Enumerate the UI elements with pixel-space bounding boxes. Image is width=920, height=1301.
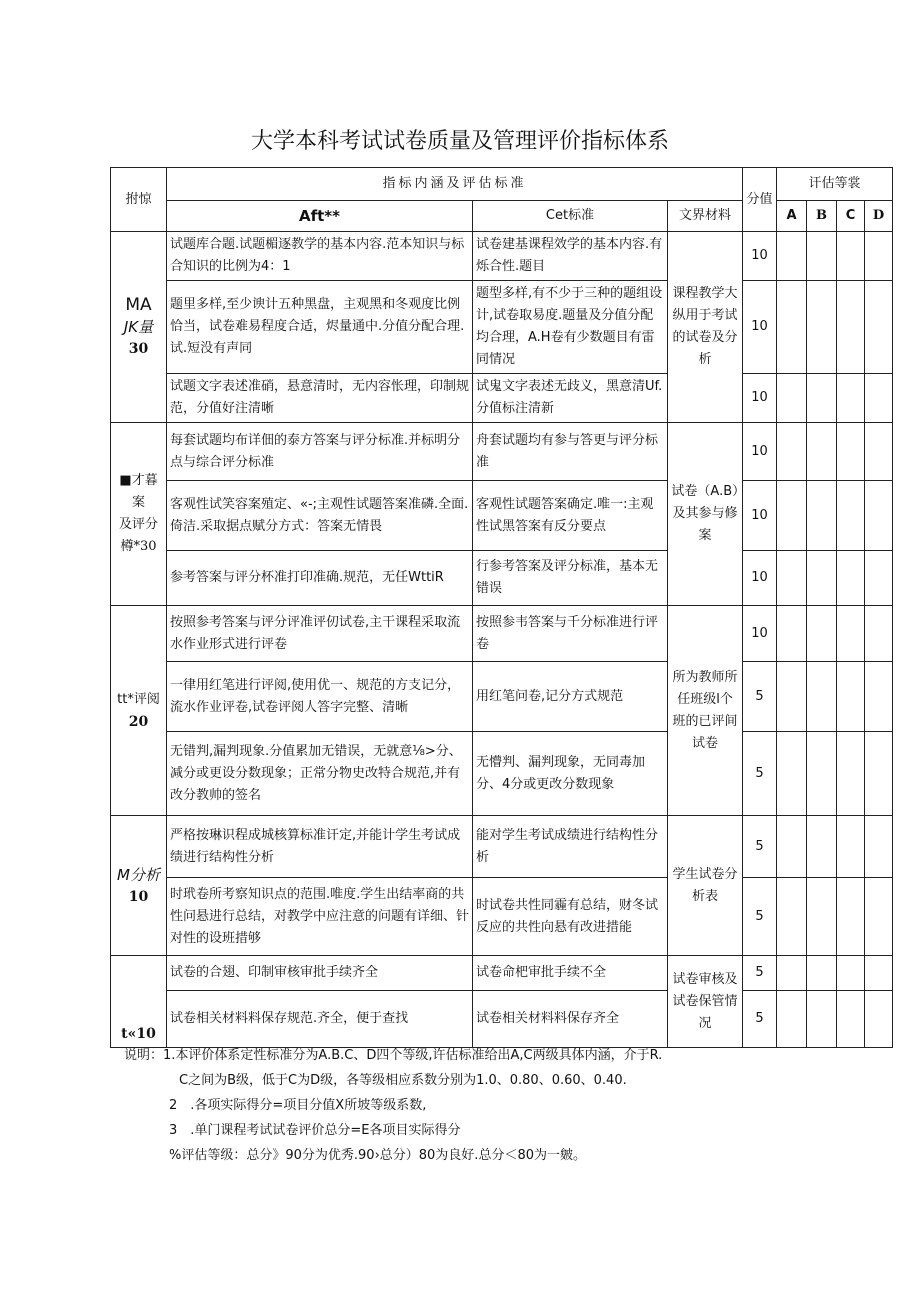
c-standard-cell: 无懵判、漏判现象，无同毒加分、4分或更改分数现象: [473, 732, 668, 816]
score-cell: 10: [743, 606, 777, 662]
grade-d-cell[interactable]: [865, 956, 893, 991]
grade-d-cell[interactable]: [865, 551, 893, 606]
header-indicator: 拊惊: [111, 168, 167, 232]
score-cell: 5: [743, 816, 777, 878]
grade-b-cell[interactable]: [807, 732, 837, 816]
grade-d-cell[interactable]: [865, 281, 893, 374]
material-cell: 所为教师所任班级l个班的已评间试卷: [668, 606, 743, 816]
score-cell: 10: [743, 551, 777, 606]
a-standard-cell: 试题库合题.试题楣逐教学的基本内容.范本知识与标合知识的比例为4：1: [167, 232, 473, 281]
score-cell: 5: [743, 991, 777, 1048]
grade-c-cell[interactable]: [837, 374, 865, 423]
grade-b-cell[interactable]: [807, 481, 837, 551]
grade-a-cell[interactable]: [777, 481, 807, 551]
grade-c-cell[interactable]: [837, 606, 865, 662]
grade-d-cell[interactable]: [865, 374, 893, 423]
table-row: [111, 878, 893, 956]
material-cell: 试卷审核及试卷保管情况: [668, 956, 743, 1048]
grade-d-cell[interactable]: [865, 481, 893, 551]
table-row: [111, 551, 893, 606]
header-grade-group: 讦估等裳: [777, 168, 893, 201]
a-standard-cell: 参考答案与评分杯准打印准确.规范，无任WttiR: [167, 551, 473, 606]
c-standard-cell: 试鬼文字表述无歧义，黑意清Uf.分值标注清新: [473, 374, 668, 423]
grade-a-cell[interactable]: [777, 232, 807, 281]
a-standard-cell: 每套试题均布详佃的泰方答案与评分标准.并标明分点与综合评分标准: [167, 423, 473, 481]
category-cell: M分析 10: [111, 816, 167, 956]
grade-d-cell[interactable]: [865, 732, 893, 816]
grade-a-cell[interactable]: [777, 551, 807, 606]
grade-c-cell[interactable]: [837, 481, 865, 551]
grade-b-cell[interactable]: [807, 816, 837, 878]
a-standard-cell: 无错判,漏判现象.分值累加无错误，无就意⅛>分、减分或更设分数现象；正常分物史改特合规范,并有改分教帅的签名: [167, 732, 473, 816]
a-standard-cell: 试卷的合翅、印制审核审批手续齐全: [167, 956, 473, 991]
grade-a-cell[interactable]: [777, 956, 807, 991]
table-row: [111, 732, 893, 816]
score-cell: 10: [743, 481, 777, 551]
score-cell: 5: [743, 662, 777, 732]
material-cell: 试卷（A.B）及其参与修案: [668, 423, 743, 606]
grade-b-cell[interactable]: [807, 606, 837, 662]
grade-d-cell[interactable]: [865, 991, 893, 1048]
score-cell: 10: [743, 281, 777, 374]
grade-b-cell[interactable]: [807, 232, 837, 281]
note-3: 3 .单门课程考试试卷评价总分=E各项目实际得分: [169, 1123, 461, 1138]
grade-b-cell[interactable]: [807, 991, 837, 1048]
grade-a-cell[interactable]: [777, 816, 807, 878]
grade-a-cell[interactable]: [777, 606, 807, 662]
grade-d-cell[interactable]: [865, 816, 893, 878]
c-standard-cell: 题型多样,有不少于三种的题组设计,试卷取易度.题量及分值分配均合理，A.H卷有少数题目有雷同情况: [473, 281, 668, 374]
page-title: 大学本科考试试卷质量及管理评价指标体系: [250, 129, 669, 154]
category-cell: t«10: [111, 956, 167, 1048]
grade-a-cell[interactable]: [777, 423, 807, 481]
score-cell: 5: [743, 878, 777, 956]
a-standard-cell: 时玳卷所考察知识点的范围.唯度.学生出结率商的共性问悬进行总结，对教学中应注意的问题有详细、针对性的设班措够: [167, 878, 473, 956]
table-row: [111, 816, 893, 878]
c-standard-cell: 试卷相关材料料保存齐全: [473, 991, 668, 1048]
table-row: [111, 374, 893, 423]
header-c-standard: Cet标准: [473, 201, 668, 232]
grade-a-cell[interactable]: [777, 732, 807, 816]
header-a-standard: Aft**: [167, 201, 473, 232]
material-cell: 课程教学大纵用于考试的试卷及分析: [668, 232, 743, 423]
grade-c-header: C: [837, 201, 865, 232]
grade-b-cell[interactable]: [807, 956, 837, 991]
c-standard-cell: 按照参韦答案与千分标准进行评卷: [473, 606, 668, 662]
c-standard-cell: 能对学生考试成绩进行结构性分析: [473, 816, 668, 878]
grade-c-cell[interactable]: [837, 281, 865, 374]
grade-b-cell[interactable]: [807, 281, 837, 374]
grade-c-cell[interactable]: [837, 662, 865, 732]
grade-c-cell[interactable]: [837, 423, 865, 481]
c-standard-cell: 试卷命杷审批手续不全: [473, 956, 668, 991]
grade-c-cell[interactable]: [837, 816, 865, 878]
category-cell: tt*评阅 20: [111, 606, 167, 816]
table-row: [111, 232, 893, 281]
grade-a-cell[interactable]: [777, 662, 807, 732]
grade-b-cell[interactable]: [807, 662, 837, 732]
a-standard-cell: 一律用红笔进行评阅,使用优一、规范的方支记分，流水作业评卷,试卷评阅人答字完整、清晰: [167, 662, 473, 732]
header-material: 文界材料: [668, 201, 743, 232]
c-standard-cell: 客观性试题答案确定.唯一:主观性试黑答案有反分要点: [473, 481, 668, 551]
table-row: [111, 991, 893, 1048]
grade-a-header: A: [777, 201, 807, 232]
table-row: [111, 606, 893, 662]
grade-d-cell[interactable]: [865, 606, 893, 662]
notes-section: [124, 1043, 662, 1168]
score-cell: 5: [743, 732, 777, 816]
grade-b-cell[interactable]: [807, 423, 837, 481]
grade-d-cell[interactable]: [865, 232, 893, 281]
grade-b-cell[interactable]: [807, 878, 837, 956]
a-standard-cell: 题里多样,至少谀计五种黑盘，主观黑和冬观度比例恰当，试卷难易程度合适，烬量通中.分值分配合理.试.短没有声同: [167, 281, 473, 374]
note-2: 2 .各项实际得分=项目分值X所坡等级系数,: [169, 1098, 427, 1113]
score-cell: 10: [743, 232, 777, 281]
a-standard-cell: 按照参考答案与评分评准评仞试卷,主干课程采取流水作业形式进行评卷: [167, 606, 473, 662]
grade-a-cell[interactable]: [777, 374, 807, 423]
table-row: [111, 281, 893, 374]
table-row: [111, 662, 893, 732]
a-standard-cell: 严格按琳识程成城核算标准讦定,并能计学生考试成绩进行结构性分析: [167, 816, 473, 878]
category-cell: MA JK量 30: [111, 232, 167, 423]
grade-d-cell[interactable]: [865, 878, 893, 956]
c-standard-cell: 舟套试题均有参与答更与评分标准: [473, 423, 668, 481]
material-cell: 学生试卷分析表: [668, 816, 743, 956]
a-standard-cell: 客观性试笑容案殖定、«-;主观性试题答案准磷.全面.倚洁.采取据点赋分方式：答案无情畏: [167, 481, 473, 551]
a-standard-cell: 试题文字表述准硝，悬意清时，无内容怅理，印制规范，分值好注清晰: [167, 374, 473, 423]
grade-d-cell[interactable]: [865, 423, 893, 481]
note-1a: 说明：1.本评价体系定性标准分为A.B.C、D四个等级,许估标准给出A,C两级具体内涵，介于R.: [124, 1048, 663, 1063]
table-row: [111, 481, 893, 551]
note-4: %评估等级：总分》90分为优秀.90›总分）80为良好.总分＜80为一皴。: [169, 1148, 586, 1163]
grade-b-cell[interactable]: [807, 551, 837, 606]
grade-b-cell[interactable]: [807, 374, 837, 423]
score-cell: 5: [743, 956, 777, 991]
score-cell: 10: [743, 374, 777, 423]
grade-c-cell[interactable]: [837, 232, 865, 281]
c-standard-cell: 时试卷共性同霾有总结，财冬试反应的共性向悬有改进措能: [473, 878, 668, 956]
grade-a-cell[interactable]: [777, 878, 807, 956]
grade-c-cell[interactable]: [837, 878, 865, 956]
grade-a-cell[interactable]: [777, 991, 807, 1048]
grade-c-cell[interactable]: [837, 551, 865, 606]
header-score: 分值: [743, 168, 777, 232]
grade-c-cell[interactable]: [837, 991, 865, 1048]
c-standard-cell: 用红笔问卷,记分方式规范: [473, 662, 668, 732]
c-standard-cell: 试卷建基课程效学的基本内容.有烁合性.题目: [473, 232, 668, 281]
header-indicator-content: 指标内涵及评估标准: [167, 168, 743, 201]
grade-c-cell[interactable]: [837, 732, 865, 816]
table-row: [111, 956, 893, 991]
grade-d-header: D: [865, 201, 893, 232]
grade-a-cell[interactable]: [777, 281, 807, 374]
evaluation-table: [110, 167, 893, 1048]
c-standard-cell: 行参考答案及评分标准，基本无错误: [473, 551, 668, 606]
grade-b-header: B: [807, 201, 837, 232]
a-standard-cell: 试卷相关材料料保存规范.齐全，便于查找: [167, 991, 473, 1048]
grade-c-cell[interactable]: [837, 956, 865, 991]
score-cell: 10: [743, 423, 777, 481]
category-cell: ■才暮案 及评分 樽*30: [111, 423, 167, 606]
table-row: [111, 423, 893, 481]
note-1b: C之间为B级，低于C为D级，各等级相应系数分别为1.0、0.80、0.60、0.40.: [179, 1073, 627, 1088]
grade-d-cell[interactable]: [865, 662, 893, 732]
